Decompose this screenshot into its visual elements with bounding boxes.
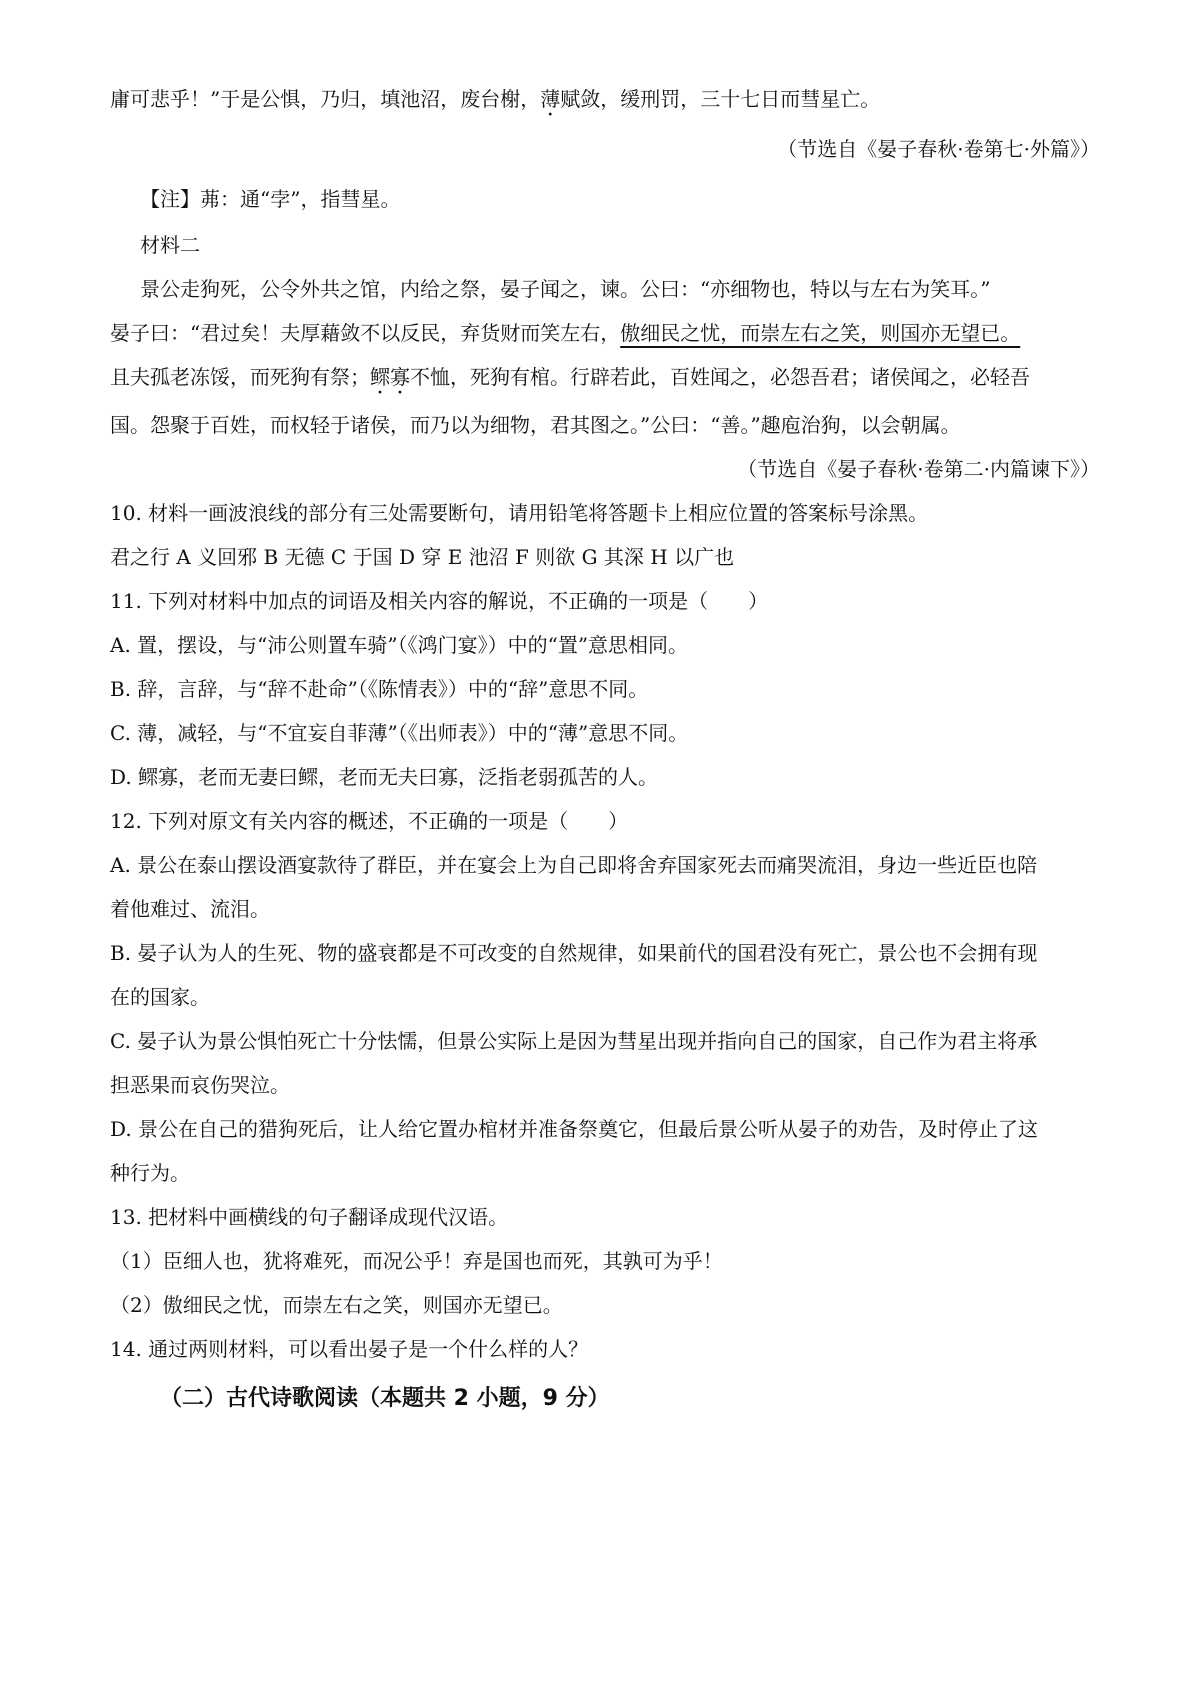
material2-line-2 — [110, 318, 1100, 348]
question-11: 11. 下列对材料中加点的词语及相关内容的解说，不正确的一项是（ ） — [110, 589, 769, 613]
underlined-sentence: 傲细民之忧，而崇左右之笑，则国亦无望已。 — [620, 321, 1021, 345]
question-12-option-b-line-2: 在的国家。 — [110, 985, 210, 1009]
question-14: 14. 通过两则材料，可以看出晏子是一个什么样的人？ — [110, 1337, 589, 1361]
text-segment: 不恤，死狗有棺。行辟若此，百姓闻之，必怨吾君；诸侯闻之，必轻吾 — [410, 365, 1030, 389]
dotted-char: 薄 — [540, 87, 561, 111]
text-segment: 且夫孤老冻馁，而死狗有祭； — [110, 365, 370, 389]
question-10: 10. 材料一画波浪线的部分有三处需要断句，请用铅笔将答题卡上相应位置的答案标号涂黑。 — [110, 501, 929, 525]
annotation-note: 【注】茀：通“孛”，指彗星。 — [140, 187, 401, 211]
material2-line-1: 景公走狗死，公令外共之馆，内给之祭，晏子闻之，谏。公曰：“亦细物也，特以与左右为笑耳。” — [140, 277, 991, 301]
question-12-option-a-line-1: A. 景公在泰山摆设酒宴款待了群臣，并在宴会上为自己即将舍弃国家死去而痛哭流泪，身边一些近臣也陪 — [110, 853, 1038, 877]
source-citation-1: （节选自《晏子春秋·卷第七·外篇》） — [777, 137, 1100, 161]
question-13: 13. 把材料中画横线的句子翻译成现代汉语。 — [110, 1205, 509, 1229]
material1-tail-line — [110, 84, 1100, 114]
text-segment: 庸可悲乎！”于是公惧，乃归，填池沼，废台榭， — [110, 87, 541, 111]
question-12-option-c-line-1: C. 晏子认为景公惧怕死亡十分怯懦，但景公实际上是因为彗星出现并指向自己的国家，自己作为君主将承 — [110, 1029, 1038, 1053]
material2-line-4: 国。怨聚于百姓，而权轻于诸侯，而乃以为细物，君其图之。”公曰：“善。”趣庖治狗，以会朝属。 — [110, 413, 961, 437]
question-11-option-b: B. 辞，言辞，与“辞不赴命”（《陈情表》）中的“辞”意思不同。 — [110, 677, 649, 701]
question-11-option-c: C. 薄，减轻，与“不宜妄自菲薄”（《出师表》）中的“薄”意思不同。 — [110, 721, 689, 745]
section-heading: （二）古代诗歌阅读（本题共 2 小题，9 分） — [160, 1386, 610, 1411]
question-12-option-d-line-1: D. 景公在自己的猎狗死后，让人给它置办棺材并准备祭奠它，但最后景公听从晏子的劝告，及时停止了这 — [110, 1117, 1039, 1141]
dotted-char: 鳏 — [370, 365, 390, 389]
source-citation-2: （节选自《晏子春秋·卷第二·内篇谏下》） — [737, 457, 1100, 481]
text-segment: 赋敛，缓刑罚，三十七日而彗星亡。 — [560, 87, 881, 111]
question-12-option-a-line-2: 着他难过、流泪。 — [110, 897, 270, 921]
material2-label: 材料二 — [140, 233, 200, 257]
question-11-option-d: D. 鳏寡，老而无妻曰鳏，老而无夫曰寡，泛指老弱孤苦的人。 — [110, 765, 659, 789]
question-12: 12. 下列对原文有关内容的概述，不正确的一项是（ ） — [110, 809, 629, 833]
question-11-option-a: A. 置，摆设，与“沛公则置车骑”（《鸿门宴》）中的“置”意思相同。 — [110, 633, 689, 657]
dotted-char: 寡 — [390, 365, 410, 389]
text-segment: 晏子曰：“君过矣！夫厚藉敛不以反民，弃货财而笑左右， — [110, 321, 621, 345]
question-10-text: 君之行 A 义回邪 B 无德 C 于国 D 穿 E 池沼 F 则欲 G 其深 H 以广也 — [110, 545, 735, 569]
question-13-part-1: （1）臣细人也，犹将难死，而况公乎！弃是国也而死，其孰可为乎！ — [110, 1249, 723, 1273]
question-12-option-b-line-1: B. 晏子认为人的生死、物的盛衰都是不可改变的自然规律，如果前代的国君没有死亡，景公也不会拥有现 — [110, 941, 1038, 965]
question-12-option-d-line-2: 种行为。 — [110, 1161, 190, 1185]
question-13-part-2: （2）傲细民之忧，而崇左右之笑，则国亦无望已。 — [110, 1293, 563, 1317]
question-12-option-c-line-2: 担恶果而哀伤哭泣。 — [110, 1073, 290, 1097]
material2-line-3 — [110, 362, 1100, 392]
